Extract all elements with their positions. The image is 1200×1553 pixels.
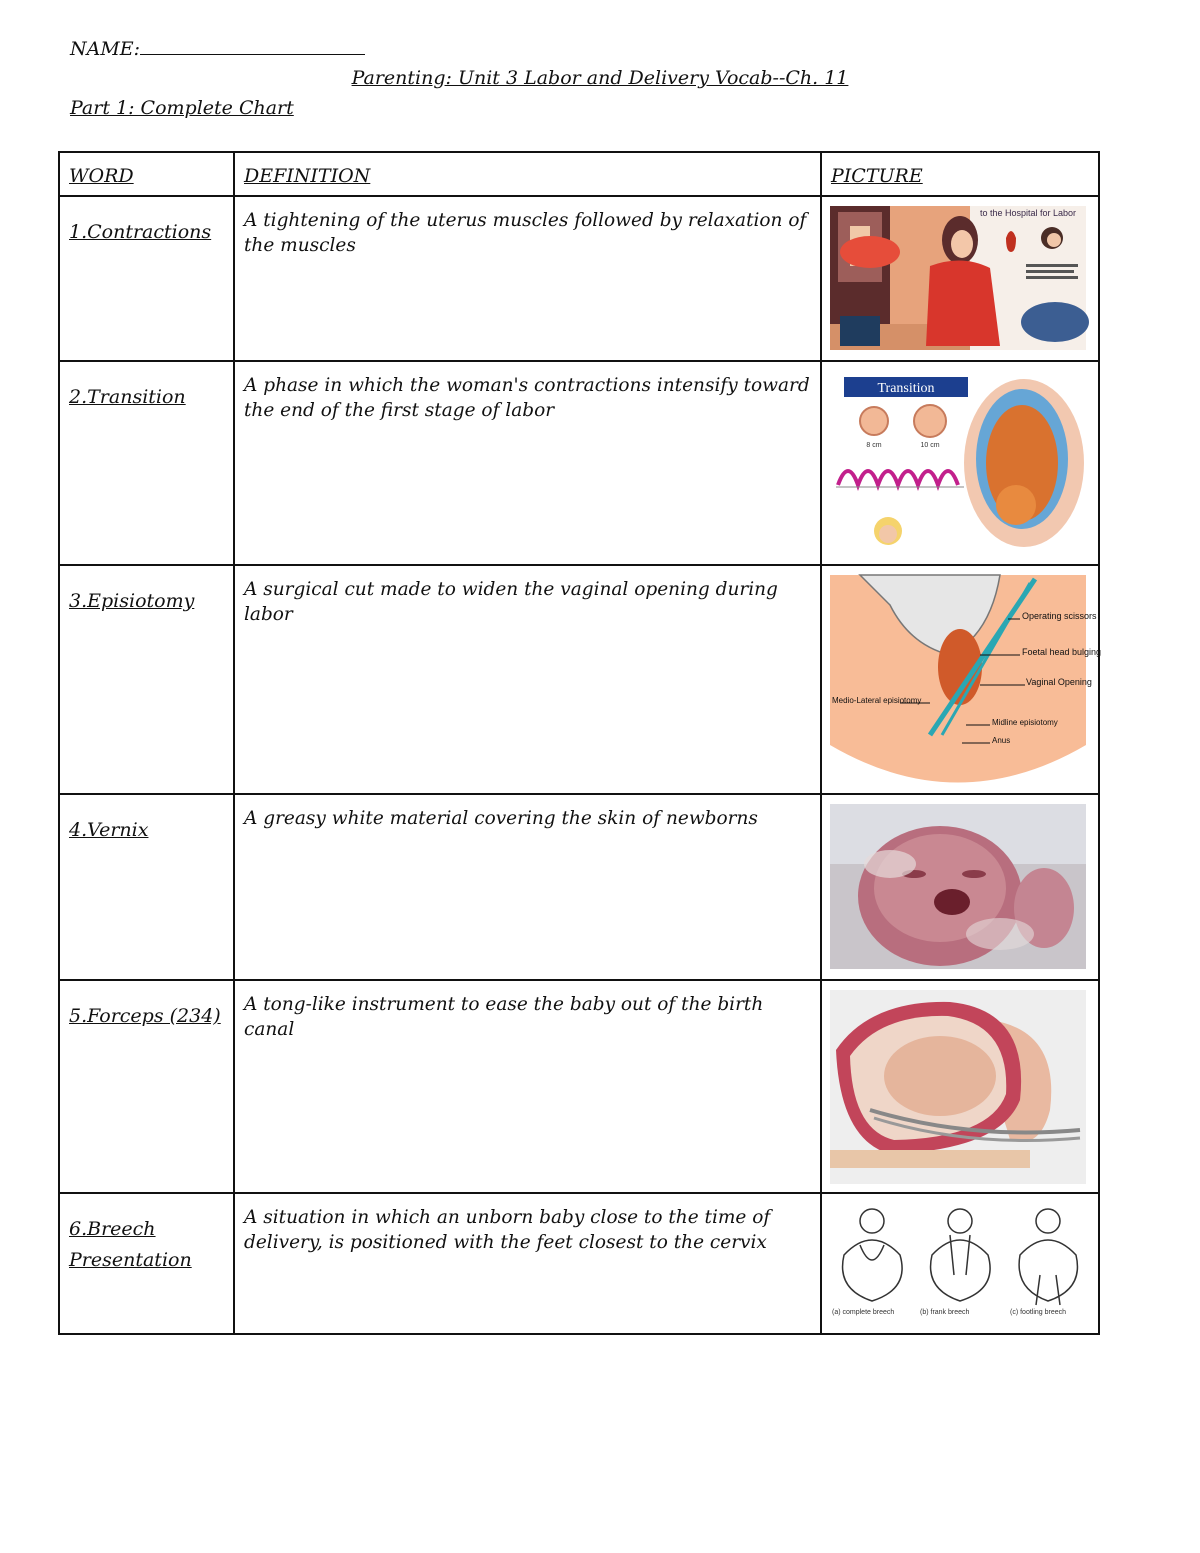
label-anus: Anus [992, 736, 1011, 745]
word-episiotomy: 3.Episiotomy [69, 590, 195, 612]
document-title [0, 67, 1200, 89]
table-row [59, 1193, 1099, 1334]
transition-left-label: 8 cm [866, 442, 882, 449]
definition-cell [234, 361, 821, 565]
picture-cell [821, 565, 1102, 794]
name-field [70, 38, 365, 60]
word-cell [59, 565, 234, 794]
contractions-heading: to the Hospital for Labor [980, 208, 1077, 218]
breech-caption-frank: (b) frank breech [920, 1309, 970, 1316]
definition-cell [234, 794, 821, 980]
word-cell [59, 361, 234, 565]
forceps-illustration [830, 990, 1086, 1184]
word-vernix: 4.Vernix [69, 819, 149, 841]
label-operating-scissors: Operating scissors [1022, 611, 1097, 621]
definition-cell [234, 980, 821, 1193]
transition-banner: Transition [877, 381, 935, 396]
word-transition: 2.Transition [69, 386, 186, 408]
label-midline: Midline episiotomy [992, 718, 1058, 727]
vocab-table [58, 151, 1100, 1335]
name-blank-line[interactable] [140, 40, 365, 55]
definition-cell [234, 196, 821, 361]
table-header-row [59, 152, 1099, 196]
table-row [59, 565, 1099, 794]
transition-right-label: 10 cm [920, 442, 940, 449]
picture-cell [821, 1193, 1099, 1334]
vernix-photo [830, 804, 1086, 969]
column-header-definition: DEFINITION [234, 152, 821, 196]
definition-forceps: A tong-like instrument to ease the baby out of the birth canal [244, 994, 764, 1040]
picture-cell [821, 361, 1099, 565]
definition-transition: A phase in which the woman's contractions intensify toward the end of the first stage of labor [244, 375, 810, 421]
transition-illustration [830, 371, 1086, 555]
word-cell [59, 794, 234, 980]
name-label: NAME: [70, 38, 141, 60]
episiotomy-diagram [830, 575, 1102, 785]
table-row [59, 196, 1099, 361]
part-label: Part 1: Complete Chart [70, 97, 294, 119]
label-foetal-head: Foetal head bulging [1022, 647, 1102, 657]
picture-cell [821, 196, 1099, 361]
column-header-word: WORD [59, 152, 234, 196]
column-header-picture: PICTURE [821, 152, 1099, 196]
breech-caption-footling: (c) footling breech [1010, 1309, 1067, 1316]
label-medio-lateral: Medio-Lateral episiotomy [832, 696, 922, 705]
definition-vernix: A greasy white material covering the skin of newborns [244, 808, 758, 829]
word-contractions: 1.Contractions [69, 221, 212, 243]
table-row [59, 361, 1099, 565]
definition-cell [234, 1193, 821, 1334]
document-title-text: Parenting: Unit 3 Labor and Delivery Vocab--Ch. 11 [351, 67, 849, 89]
contractions-illustration [830, 206, 1086, 350]
definition-breech-presentation: A situation in which an unborn baby close to the time of delivery, is positioned with the feet closest to the cervix [244, 1207, 771, 1253]
label-vaginal-opening: Vaginal Opening [1026, 677, 1092, 687]
definition-contractions: A tightening of the uterus muscles followed by relaxation of the muscles [244, 210, 807, 256]
word-forceps: 5.Forceps (234) [69, 1005, 221, 1027]
definition-episiotomy: A surgical cut made to widen the vaginal opening during labor [244, 579, 778, 625]
breech-caption-complete: (a) complete breech [832, 1309, 895, 1316]
word-breech-presentation: 6.Breech Presentation [69, 1218, 192, 1271]
word-cell [59, 1193, 234, 1334]
breech-diagram [830, 1205, 1086, 1317]
definition-cell [234, 565, 821, 794]
table-row [59, 794, 1099, 980]
table-row [59, 980, 1099, 1193]
picture-cell [821, 980, 1099, 1193]
word-cell [59, 196, 234, 361]
word-cell [59, 980, 234, 1193]
picture-cell [821, 794, 1099, 980]
